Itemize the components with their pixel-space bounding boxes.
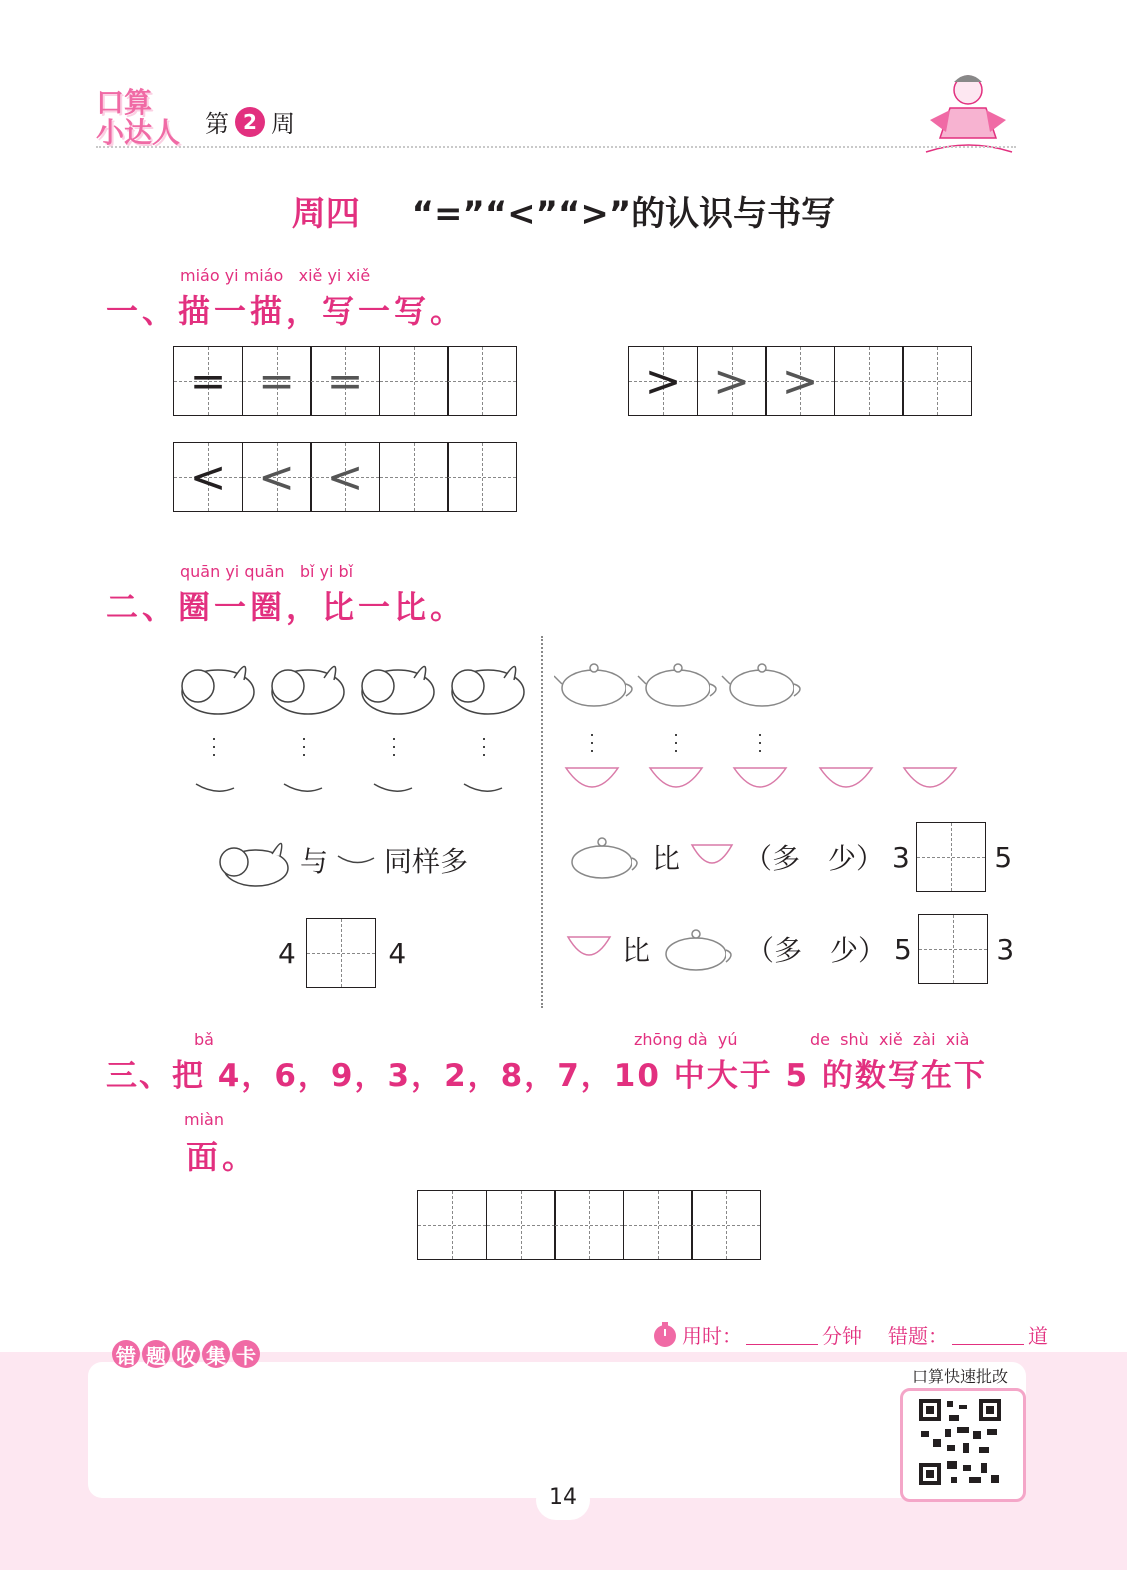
dao-label: 道 (1028, 1324, 1048, 1348)
puppy-icon (182, 666, 254, 714)
puppies-bones-illustration (176, 650, 536, 810)
time-blank[interactable] (746, 1324, 818, 1345)
minute-label: 分钟 (822, 1324, 862, 1348)
qr-code-frame[interactable] (900, 1388, 1026, 1502)
teapot-icon (554, 664, 632, 706)
grid-cell-model (628, 346, 698, 416)
grid-cell-trace[interactable] (697, 346, 767, 416)
equals-glyph: = (189, 355, 227, 407)
brand-logo (96, 88, 180, 152)
week-suffix: 周 (271, 110, 295, 138)
equals-trace-glyph: = (326, 355, 364, 407)
section3-pinyin-zhongdayu: zhōng dà yú (634, 1030, 738, 1049)
section1-pinyin: miáo yi miáo xiě yi xiě (180, 266, 371, 285)
grid-cell-blank[interactable] (379, 442, 449, 512)
grid-cell-trace[interactable] (310, 346, 380, 416)
compare-4-4 (278, 918, 406, 988)
tag-char: 收 (172, 1340, 200, 1368)
grid-cell-blank[interactable] (902, 346, 972, 416)
bowl-icon (688, 837, 736, 877)
bowl-icon (734, 768, 786, 787)
bone-icon (196, 784, 234, 791)
section2-divider (541, 636, 543, 1008)
timer-row (652, 1320, 1048, 1349)
week-number-badge: 2 (235, 107, 265, 137)
tag-char: 卡 (232, 1340, 260, 1368)
grid-cell-trace[interactable] (242, 346, 312, 416)
answer-box[interactable] (916, 822, 986, 892)
answer-box[interactable] (306, 918, 376, 988)
less-glyph: < (189, 451, 227, 503)
teapot-icon (722, 664, 800, 706)
grid-cell-trace[interactable] (242, 442, 312, 512)
bowl-icon (820, 768, 872, 787)
puppy-icon (272, 666, 344, 714)
left-number: 3 (892, 840, 910, 874)
bowl-icon (564, 929, 614, 969)
grid-cell-blank[interactable] (447, 442, 517, 512)
grid-cell-blank[interactable] (379, 346, 449, 416)
grid-cell-blank[interactable] (447, 346, 517, 416)
week-indicator (205, 104, 295, 139)
teapot-icon (564, 832, 644, 882)
section3-pinyin-ba: bǎ (194, 1030, 214, 1049)
less-trace-glyph: < (326, 451, 364, 503)
right-number: 3 (996, 932, 1015, 966)
bi-text: 比 (622, 934, 651, 967)
qr-code-icon (903, 1391, 1017, 1493)
tag-char: 集 (202, 1340, 230, 1368)
error-collection-card[interactable] (88, 1362, 1026, 1498)
error-blank[interactable] (952, 1324, 1024, 1345)
section3-text: 把 4，6，9，3，2，8，7，10 中大于 5 的数写在下 (172, 1058, 987, 1094)
section3-heading (106, 1050, 987, 1095)
left-number: 4 (278, 936, 296, 970)
answer-cell[interactable] (486, 1190, 556, 1260)
compare-row-2 (564, 914, 1014, 984)
greater-trace-glyph: > (781, 355, 819, 407)
answer-cell[interactable] (417, 1190, 487, 1260)
puppy-icon (214, 830, 294, 890)
greater-glyph: > (644, 355, 682, 407)
answer-grid (417, 1190, 761, 1260)
teapot-icon (658, 924, 738, 974)
grid-cell-blank[interactable] (834, 346, 904, 416)
page-title (0, 186, 1127, 235)
week-prefix: 第 (205, 110, 229, 138)
greater-trace-glyph: > (713, 355, 750, 407)
right-number: 5 (994, 840, 1013, 874)
qr-label: 口算快速批改 (912, 1367, 1009, 1386)
less-trace-glyph: < (258, 451, 295, 503)
bi-text: 比 (652, 842, 681, 875)
teapots-bowls-illustration (554, 656, 974, 808)
grid-cell-model (173, 442, 243, 512)
section2-heading: 二、圈一圈，比一比。 (106, 588, 467, 626)
teapot-icon (638, 664, 716, 706)
error-label: 错题： (888, 1324, 948, 1348)
answer-box[interactable] (918, 914, 988, 984)
same-amount-row (214, 830, 468, 890)
bone-icon (374, 784, 412, 791)
equals-trace-glyph: = (258, 355, 295, 407)
grid-cell-trace[interactable] (765, 346, 835, 416)
puppy-icon (452, 666, 524, 714)
mascot-illustration (920, 68, 1016, 158)
logo-line1: 口算 (96, 86, 153, 119)
grid-greater (628, 346, 972, 416)
section1-heading: 一、描一描，写一写。 (106, 292, 467, 330)
section3-heading-cont: 面。 (186, 1138, 259, 1176)
section2-pinyin: quān yi quān bǐ yi bǐ (180, 562, 354, 581)
logo-line2: 小达人 (96, 116, 181, 149)
more-less-choice[interactable]: （多 少） (744, 842, 885, 875)
title-text: “=”“<”“>”的认识与书写 (411, 194, 836, 234)
stopwatch-icon (652, 1322, 678, 1348)
grid-cell-trace[interactable] (310, 442, 380, 512)
grid-equals (173, 346, 517, 416)
bowl-icon (650, 768, 702, 787)
header-divider (96, 146, 1016, 148)
title-day: 周四 (291, 194, 360, 234)
bone-icon (284, 784, 322, 791)
time-label: 用时： (682, 1324, 742, 1348)
section3-pinyin-deshu: de shù xiě zài xià (810, 1030, 970, 1049)
left-number: 5 (894, 932, 912, 966)
same-text-2: 同样多 (384, 845, 469, 878)
answer-cell[interactable] (691, 1190, 761, 1260)
bowl-icon (566, 768, 618, 787)
same-text-1: 与 (300, 845, 329, 878)
compare-row-1 (564, 822, 1012, 892)
bone-icon (334, 850, 378, 870)
more-less-choice[interactable]: （多 少） (746, 934, 887, 967)
answer-cell[interactable] (623, 1190, 693, 1260)
answer-cell[interactable] (554, 1190, 624, 1260)
grid-less (173, 442, 517, 512)
bowl-icon (904, 768, 956, 787)
puppy-icon (362, 666, 434, 714)
section3-pinyin-mian: miàn (184, 1110, 224, 1129)
section3-number: 三、 (106, 1058, 172, 1094)
bone-icon (464, 784, 502, 791)
error-card-tag (112, 1340, 260, 1368)
right-number: 4 (388, 936, 407, 970)
tag-char: 错 (112, 1340, 140, 1368)
tag-char: 题 (142, 1340, 170, 1368)
page-number: 14 (536, 1480, 590, 1520)
grid-cell-model (173, 346, 243, 416)
